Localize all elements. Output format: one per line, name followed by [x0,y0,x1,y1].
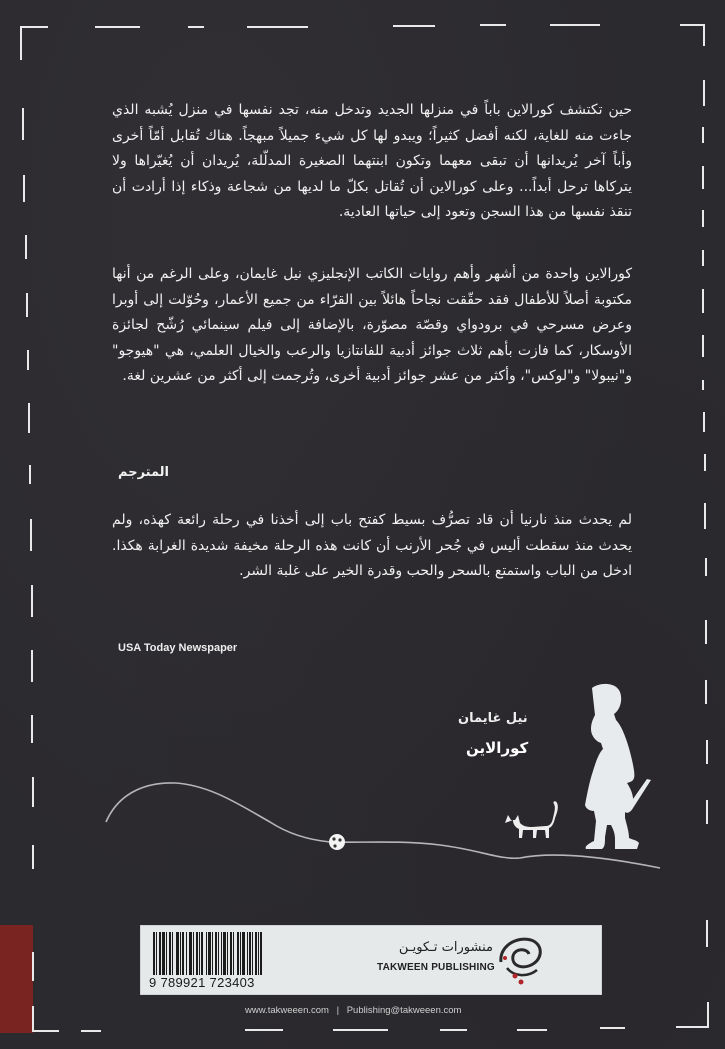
thread-line-icon [106,783,660,868]
button-eye-icon [329,834,345,850]
cat-silhouette-icon [505,801,558,838]
girl-silhouette-icon [585,684,651,849]
about-book-paragraph: كورالاين واحدة من أشهر وأهم روايات الكاتب الإنجليزي نيل غايمان، وعلى الرغم من أنها مكتوبة أصلاً للأطفال فقد حقّقت نجاحاً هائلاً بين القرّاء من جميع الأعمار، وحُوّلت إلى أوبرا وعرض مسرحي في برودواي وقصّة مصوّرة، بالإضافة إلى فيلم سينمائي رُشّح لجائزة الأوسكار، كما فازت بأهم ثلاث جوائز أدبية للفانتازيا والرعب والخيال العلمي، هي "هيوجو" و"نيبولا" و"لوكس"، وأكثر من عشر جوائز أدبية أخرى، وتُرجمت إلى أكثر من عشرين لغة. [112,266,632,384]
publisher-contact [245,1005,461,1016]
website-link[interactable]: www.takweeen.com [245,1005,329,1016]
isbn-barcode-icon [153,932,303,978]
author-name: نيل غايمان [458,711,528,726]
review-quote-paragraph: لم يحدث منذ نارنيا أن قاد تصرُّف بسيط كفتح باب إلى أخذنا في رحلة رائعة كهذه، ولم يحدث منذ سقطت أليس في جُحر الأرنب أن كانت هذه الرحلة مخيفة شديدة الغرابة هكذا. ادخل من الباب واستمتع بالسحر والحب وقدرة الخير على غلبة الشر. [112,512,632,579]
email-link[interactable]: Publishing@takweeen.com [346,1005,462,1016]
publisher-name-arabic: منشورات تـكويـن [398,940,493,955]
isbn-number: 9 789921 723403 [147,975,307,990]
translator-label: المترجم [118,465,170,480]
takween-logo-icon [493,932,553,990]
book-title: كورالاين [466,739,529,757]
synopsis-paragraph: حين تكتشف كورالاين باباً في منزلها الجديد وتدخل منه، تجد نفسها في منزل يُشبه الذي جاءت منه للغاية، لكنه أفضل كثيراً؛ ويبدو لها كل شيء جميلاً مبهجاً. هناك تُقابل أمّاً أخرى وأباً آخر يُريدانها أن تبقى معهما وتكون ابنتهما الصغيرة المدلّلة، يُريدان أن يُغيّراها ولا يتركاها ترحل أبداً... وعلى كورالاين أن تُقاتل بكلّ ما لديها من شجاعة وذكاء إذا أرادت أن تنقذ نفسها من هذا السجن وتعود إلى حياتها العادية. [112,102,632,220]
publisher-name-english: TAKWEEN PUBLISHING [377,962,495,973]
barcode-panel [140,925,602,995]
separator: | [336,1005,340,1016]
quote-source: USA Today Newspaper [118,642,238,654]
